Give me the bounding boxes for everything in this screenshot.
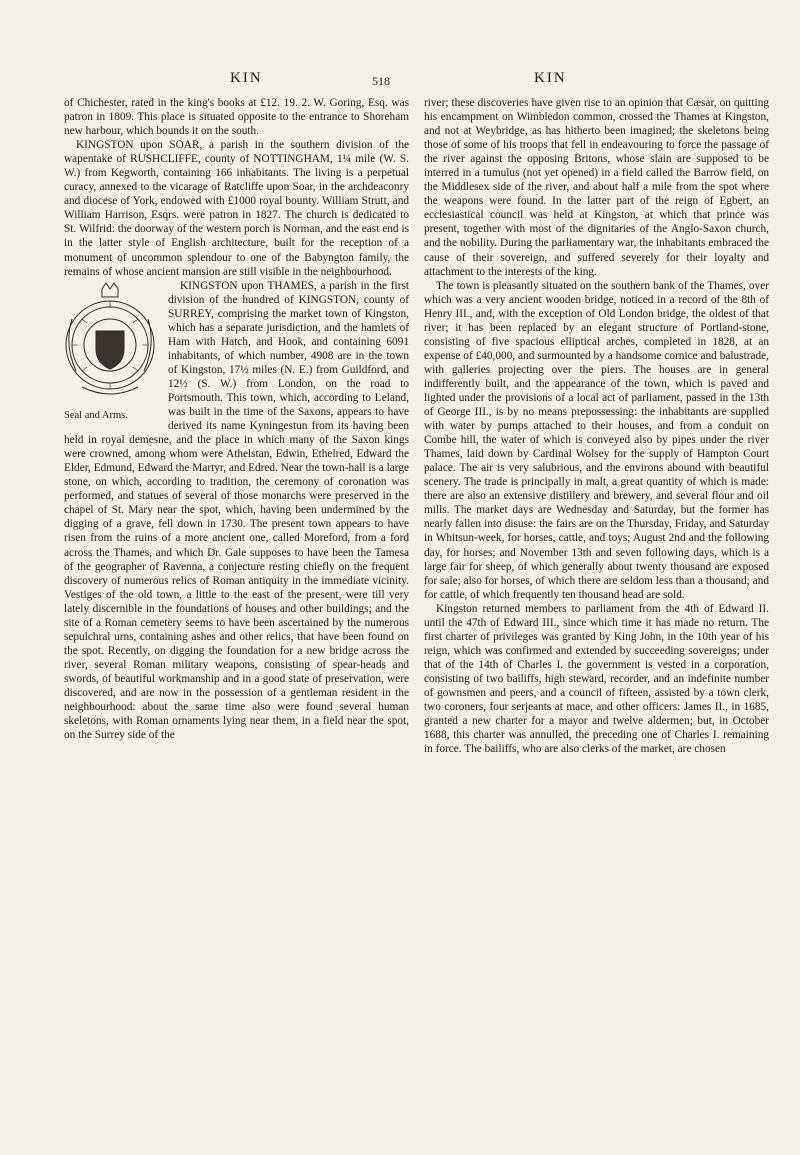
paragraph-parliament-charter: Kingston returned members to parliament from the 4th of Edward II. until the 47th of Edward III., since which time it has made no return. The first charter of privileges was granted by King John, in the 10th year of his reign, which was confirmed and extended by succeeding sovereigns; under that of the 14th of Charles I. the government is vested in a corporation, consisting of two bailiffs, high steward, recorder, and an indefinite number of gownsmen and peers, and a council of fifteen, assisted by a town clerk, two coroners, four serjeants at mace, and other officers: James II., in 1685, granted a new charter for a mayor and twelve aldermen; but, in October 1688, this charter was annulled, the preceding one of Charles I. remaining in force. The bailiffs, who are also clerks of the market, are chosen	[424, 602, 769, 756]
paragraph-kingston-upon-thames: KINGSTON upon THAMES, a parish in the first division of the hundred of KINGSTON, county of SURREY, comprising the market town of Kingston, which has a separate jurisdiction, and the hamlets of Ham with Hatch, and Hook, and containing 6091 inhabitants, of which number, 4908 are in the town of Kingston, 17½ miles (N. E.) from Guildford, and 12½ (S. W.) from London, on the road to Portsmouth. This town, which, according to Leland, was built in the time of the Saxons, appears to have derived its name Kyningestun from its having been held in royal demesne, and the place in which many of the Saxon kings were crowned, among whom were Athelstan, Edwin, Ethelred, Edward the Elder, Edmund, Edward the Martyr, and Edred. Near the town-hall is a large stone, on which, according to tradition, the ceremony of coronation was performed, and statues of several of those monarchs were preserved in the chapel of St. Mary near the spot, which, having been undermined by the digging of a grave, fell down in 1730. The present town appears to have risen from the ruins of a more ancient one, called Moreford, from a ford across the Thames, and which Dr. Gale supposes to have been the Tamesa of the geographer of Ravenna, a conjecture resting chiefly on the frequent discovery of numerous relics of Roman antiquity in the immediate vicinity. Vestiges of the old town, a little to the east of the present, were till very lately discernible in the foundations of houses and other buildings; and the site of a Roman cemetery seems to have been ascertained by the numerous sepulchral urns, containing ashes and other relics, that have been found on the spot. Recently, on digging the foundation for a new bridge across the river, several Roman military weapons, consisting of spear-heads and swords, of beautiful workmanship and in a good state of preservation, were discovered, and are now in the possession of a gentleman resident in the neighbourhood: about the same time also were found several human skeletons, with Roman ornaments lying near them, in a field near the spot, on the Surrey side of the	[64, 279, 409, 742]
left-column	[64, 96, 409, 742]
paragraph-chichester-end: of Chichester, rated in the king's books at £12. 19. 2. W. Goring, Esq. was patron in 1809. This place is situated opposite to the entrance to Shoreham new harbour, which bounds it on the south.	[64, 97, 409, 138]
running-head-right: KIN	[534, 70, 567, 86]
running-head-left: KIN	[230, 70, 263, 86]
paragraph-kingston-upon-soar: KINGSTON upon SOAR, a parish in the southern division of the wapentake of RUSHCLIFFE, county of NOTTINGHAM, 1¼ mile (W. S. W.) from Kegworth, containing 166 inhabitants. The living is a perpetual curacy, annexed to the vicarage of Ratcliffe upon Soar, in the archdeaconry and diocese of York, endowed with £1000 royal bounty. William Strutt, and William Harrison, Esqrs. were patron in 1827. The church is dedicated to St. Wilfrid: the doorway of the western porch is Norman, and the east end is in the latter style of English architecture, built for the reception of a monument of uncommon splendour to one of the Babyngton family, the remains of whose ancient mansion are still visible in the neighbourhood.	[64, 139, 409, 278]
page-number: 518	[372, 74, 390, 88]
paragraph-town-description: The town is pleasantly situated on the southern bank of the Thames, over which was a very ancient wooden bridge, noticed in a record of the 8th of Henry III., and, with the exception of Old London bridge, the oldest of that river; it has been replaced by an elegant structure of Portland-stone, consisting of five spacious elliptical arches, completed in 1828, at an expense of £40,000, and surmounted by a handsome cornice and balustrade, with galleries projecting over the piers. The houses are in general indifferently built, and the appearance of the town, which is paved and lighted under the provisions of a local act of parliament, passed in the 13th of George III., is by no means prepossessing: the inhabitants are supplied with water by pumps attached to their houses, and from a conduit on Combe hill, the water of which is conveyed also by pipes under the river Thames, laid down by Cardinal Wolsey for the supply of Hampton Court palace. The air is very salubrious, and the environs abound with beautiful scenery. The trade is principally in malt, a great quantity of which is made: there are also an extensive distillery and brewery, and several flour and oil mills. The market days are Wednesday and Saturday, but the former has nearly fallen into disuse: the fairs are on the Thursday, Friday, and Saturday in Whitsun-week, for horses, cattle, and toys; August 2nd and the following day, for horses; and November 13th and seven following days, which is a large fair for sheep, of which generally about twenty thousand are exposed for sale; also for horses, of which there are seldom less than a thousand; and for cattle, of which frequently ten thousand head are sold.	[424, 279, 769, 601]
seal-icon	[62, 279, 158, 407]
seal-caption: Seal and Arms.	[64, 409, 128, 421]
right-column	[424, 96, 769, 756]
paragraph-river-discoveries: river; these discoveries have given rise to an opinion that Cæsar, on quitting his encampment on Wimbledon common, crossed the Thames at Kingston, and not at Weybridge, as has hitherto been imagined; the skeletons being those of some of his troops that fell in endeavouring to force the passage of the river against the opposing Britons, whose slain are supposed to be interred in a tumulus (not yet opened) in a field called the Barrow field, on the Middlesex side of the river, and about half a mile from the spot where the weapons were found. In the latter part of the reign of Egbert, an ecclesiastical council was held at Kingston, at which that prince was present, together with most of the dignitaries of the Anglo-Saxon church, and the nobility. During the parliamentary war, the inhabitants embraced the cause of their sovereign, and suffered severely for their loyalty and attachment to the interests of the king.	[424, 97, 769, 278]
seal-and-arms-figure	[62, 279, 160, 427]
